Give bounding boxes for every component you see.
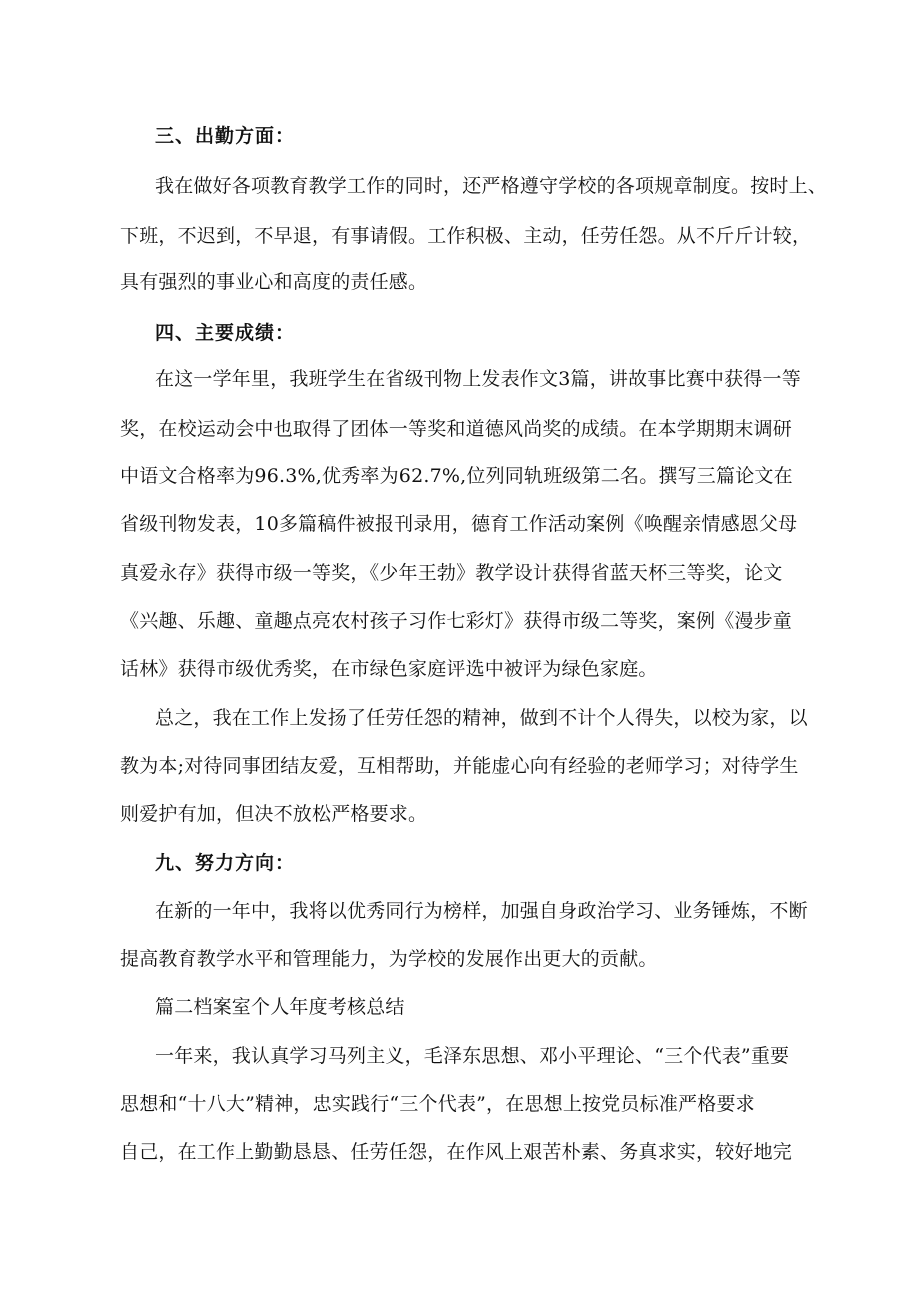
- achievements-line-4: 省级刊物发表，10多篇稿件被报刊录用，德育工作活动案例《唤醒亲情感恩父母: [120, 513, 798, 535]
- part2-line-2: 思想和“十八大”精神，忠实践行“三个代表”，在思想上按党员标准严格要求: [120, 1093, 755, 1115]
- heading-direction: 九、努力方向：: [155, 852, 296, 874]
- heading-attendance: 三、出勤方面：: [155, 125, 296, 147]
- achievements-line-2: 奖，在校运动会中也取得了团体一等奖和道德风尚奖的成绩。在本学期期末调研: [120, 418, 793, 440]
- achievements-line-3: 中语文合格率为96.3%,优秀率为62.7%,位列同轨班级第二名。撰写三篇论文在: [120, 465, 793, 487]
- part2-line-1: 一年来，我认真学习马列主义，毛泽东思想、邓小平理论、“三个代表”重要: [155, 1045, 790, 1067]
- achievements-line-7: 话林》获得市级优秀奖，在市绿色家庭评选中被评为绿色家庭。: [120, 658, 658, 680]
- attendance-line-2: 下班，不迟到，不早退，有事请假。工作积极、主动，任劳任怨。从不斤斤计较，: [120, 225, 812, 247]
- direction-line-1: 在新的一年中，我将以优秀同行为榜样，加强自身政治学习、业务锤炼，不断: [155, 900, 808, 922]
- achievements-line-5: 真爱永存》获得市级一等奖，《少年王勃》教学设计获得省蓝天杯三等奖，论文: [120, 562, 783, 584]
- achievements-line-6: 《兴趣、乐趣、童趣点亮农村孩子习作七彩灯》获得市级二等奖，案例《漫步童: [120, 610, 793, 632]
- achievements-line-1: 在这一学年里，我班学生在省级刊物上发表作文3篇，讲故事比赛中获得一等: [155, 368, 801, 390]
- heading-achievements: 四、主要成绩：: [155, 322, 296, 344]
- summary-line-2: 教为本;对待同事团结友爱，互相帮助，并能虚心向有经验的老师学习；对待学生: [120, 755, 799, 777]
- summary-line-1: 总之，我在工作上发扬了任劳任怨的精神，做到不计个人得失，以校为家，以: [155, 707, 808, 729]
- attendance-line-3: 具有强烈的事业心和高度的责任感。: [120, 271, 428, 293]
- summary-line-3: 则爱护有加，但决不放松严格要求。: [120, 803, 428, 825]
- attendance-line-1: 我在做好各项教育教学工作的同时，还严格遵守学校的各项规章制度。按时上、: [155, 175, 828, 197]
- part2-line-3: 自己，在工作上勤勤恳恳、任劳任怨，在作风上艰苦朴素、务真求实，较好地完: [120, 1141, 793, 1163]
- part2-title: 篇二档案室个人年度考核总结: [155, 996, 405, 1018]
- direction-line-2: 提高教育教学水平和管理能力，为学校的发展作出更大的贡献。: [120, 948, 658, 970]
